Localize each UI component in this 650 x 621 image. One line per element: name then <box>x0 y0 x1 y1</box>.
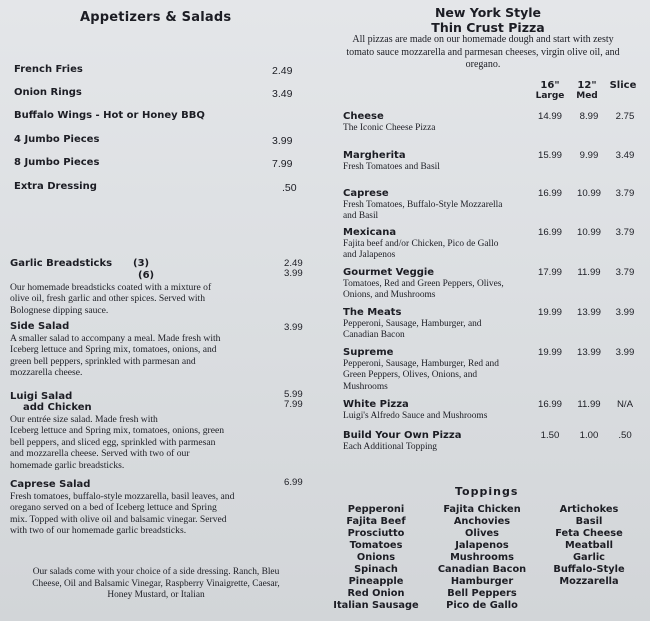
price-large: 14.99 <box>537 111 562 122</box>
side-salad-price: 3.99 <box>284 322 303 333</box>
topping-item: Anchovies <box>453 516 511 527</box>
topping-item: Meatball <box>564 540 614 551</box>
price-slice: .50 <box>618 430 632 441</box>
luigi-add-chicken: add Chicken <box>23 402 92 413</box>
topping-item: Red Onion <box>347 588 405 599</box>
pizza-name: Cheese <box>343 111 384 122</box>
price-medium: 13.99 <box>576 347 601 358</box>
menu-item-name: Extra Dressing <box>14 181 97 192</box>
topping-item: Artichokes <box>559 504 619 515</box>
price-large: 17.99 <box>537 267 562 278</box>
col-medium-header: 12" Med <box>576 80 598 101</box>
garlic-qty-3: (3) <box>133 258 150 269</box>
pizza-title: New York Style Thin Crust Pizza <box>431 5 545 35</box>
price-slice: 3.99 <box>615 307 635 318</box>
menu-item-price: .50 <box>282 182 297 194</box>
topping-item: Pico de Gallo <box>446 600 518 611</box>
topping-item: Hamburger <box>450 576 514 587</box>
price-medium: 10.99 <box>576 188 601 199</box>
topping-item: Feta Cheese <box>555 528 623 539</box>
pizza-desc: Fajita beef and/or Chicken, Pico de Gallo and Jalapenos <box>343 239 499 261</box>
topping-item: Mushrooms <box>450 552 514 563</box>
price-slice: 3.79 <box>615 267 635 278</box>
side-salad-title: Side Salad <box>10 321 70 332</box>
garlic-desc: Our homemade breadsticks coated with a mixture of olive oil, fresh garlic and other spices. Served with Bolognese dipping sauce. <box>10 282 212 316</box>
pizza-name: White Pizza <box>343 399 409 410</box>
pizza-desc: Fresh Tomatoes and Basil <box>343 162 440 172</box>
price-large: 16.99 <box>537 188 562 199</box>
price-medium: 1.00 <box>579 430 599 441</box>
topping-item: Olives <box>465 528 499 539</box>
topping-item: Jalapenos <box>455 540 509 551</box>
topping-item: Basil <box>575 516 603 527</box>
pizza-name: Margherita <box>343 150 406 161</box>
caprese-salad-price: 6.99 <box>284 477 303 488</box>
luigi-salad-title: Luigi Salad <box>10 391 73 402</box>
menu-item-name: 4 Jumbo Pieces <box>14 134 100 145</box>
price-slice: 3.99 <box>615 347 635 358</box>
col-large-header: 16" Large <box>535 80 565 101</box>
pizza-name: The Meats <box>343 307 402 318</box>
price-medium: 13.99 <box>576 307 601 318</box>
pizza-desc: Pepperoni, Sausage, Hamburger, and Canadian Bacon <box>343 319 482 341</box>
topping-item: Mozzarella <box>559 576 619 587</box>
caprese-salad-title: Caprese Salad <box>10 479 91 490</box>
pizza-desc: Luigi's Alfredo Sauce and Mushrooms <box>343 411 488 421</box>
menu-item-price: 3.49 <box>272 88 293 100</box>
topping-item: Pineapple <box>348 576 404 587</box>
price-large: 19.99 <box>537 347 562 358</box>
garlic-breadsticks-title: Garlic Breadsticks <box>10 258 113 269</box>
appetizers-title: Appetizers & Salads <box>80 10 232 25</box>
luigi-chicken-price: 7.99 <box>284 399 303 410</box>
luigi-price: 5.99 <box>284 389 303 400</box>
topping-item: Garlic <box>572 552 605 563</box>
price-medium: 11.99 <box>577 399 601 410</box>
topping-item: Onions <box>356 552 396 563</box>
topping-item: Fajita Beef <box>346 516 406 527</box>
price-large: 16.99 <box>537 399 562 410</box>
price-medium: 11.99 <box>577 267 601 278</box>
price-slice: N/A <box>617 399 633 410</box>
toppings-column-1 <box>326 504 426 612</box>
menu-item-price: 7.99 <box>272 158 293 170</box>
col-slice-header: Slice <box>609 80 637 91</box>
menu-item-name: Buffalo Wings - Hot or Honey BBQ <box>14 110 205 121</box>
pizza-intro: All pizzas are made on our homemade dough and start with zesty tomato sauce mozzarella and parmesan cheeses, virgin olive oil, and oregano. <box>346 34 620 70</box>
pizza-desc: Each Additional Topping <box>343 442 437 452</box>
topping-item: Bell Peppers <box>447 588 517 599</box>
dressing-note: Our salads come with your choice of a side dressing. Ranch, Bleu Cheese, Oil and Balsamic Vinegar, Raspberry Vinaigrette, Caesar, Honey Mustard, or Italian <box>32 567 280 600</box>
menu-item-price: 2.49 <box>272 65 293 77</box>
pizza-desc: The Iconic Cheese Pizza <box>343 123 436 133</box>
price-medium: 8.99 <box>579 111 599 122</box>
pizza-name: Build Your Own Pizza <box>343 430 462 441</box>
pizza-desc: Tomatoes, Red and Green Peppers, Olives, Onions, and Mushrooms <box>343 279 504 301</box>
pizza-desc: Fresh Tomatoes, Buffalo-Style Mozzarella and Basil <box>343 200 503 222</box>
toppings-column-3 <box>538 504 640 588</box>
topping-item: Spinach <box>354 564 398 575</box>
pizza-desc: Pepperoni, Sausage, Hamburger, Red and Green Peppers, Olives, Onions, and Mushrooms <box>343 359 499 392</box>
toppings-title: Toppings <box>455 485 519 498</box>
topping-item: Fajita Chicken <box>443 504 521 515</box>
price-slice: 3.79 <box>615 227 635 238</box>
price-large: 1.50 <box>540 430 560 441</box>
topping-item: Prosciutto <box>347 528 405 539</box>
garlic-price-3: 2.49 <box>284 258 303 269</box>
pizza-name: Caprese <box>343 188 389 199</box>
pizza-name: Supreme <box>343 347 394 358</box>
menu-item-name: French Fries <box>14 64 83 75</box>
topping-item: Tomatoes <box>349 540 403 551</box>
price-medium: 10.99 <box>576 227 601 238</box>
side-salad-desc: A smaller salad to accompany a meal. Made fresh with Iceberg lettuce and Spring mix, tomatoes, onions, and green bell peppers, sprinkled with parmesan and mozzarella cheese. <box>10 333 221 379</box>
topping-item: Pepperoni <box>347 504 405 515</box>
menu-item-name: 8 Jumbo Pieces <box>14 157 100 168</box>
price-large: 15.99 <box>537 150 562 161</box>
caprese-salad-desc: Fresh tomatoes, buffalo-style mozzarella, basil leaves, and oregano served on a bed of Iceberg lettuce and Spring mix. Topped with olive oil and balsamic vinegar. Served with two of our homemade garlic breadsticks. <box>10 491 235 537</box>
price-medium: 9.99 <box>579 150 599 161</box>
luigi-salad-desc: Our entrée size salad. Made fresh with Iceberg lettuce and Spring mix, tomatoes, onions, green bell peppers, and sliced egg, sprinkled with parmesan and mozzarella cheese. Served with two of our homemade garlic breadsticks. <box>10 414 225 471</box>
topping-item: Buffalo-Style <box>553 564 625 575</box>
price-slice: 2.75 <box>615 111 635 122</box>
topping-item: Canadian Bacon <box>437 564 527 575</box>
pizza-name: Gourmet Veggie <box>343 267 435 278</box>
price-slice: 3.49 <box>615 150 635 161</box>
topping-item: Italian Sausage <box>333 600 419 611</box>
garlic-price-6: 3.99 <box>284 268 303 279</box>
garlic-qty-6: (6) <box>138 270 155 281</box>
price-large: 19.99 <box>537 307 562 318</box>
toppings-column-2 <box>432 504 532 612</box>
price-slice: 3.79 <box>615 188 635 199</box>
pizza-name: Mexicana <box>343 227 397 238</box>
menu-item-name: Onion Rings <box>14 87 82 98</box>
price-large: 16.99 <box>537 227 562 238</box>
menu-item-price: 3.99 <box>272 135 293 147</box>
